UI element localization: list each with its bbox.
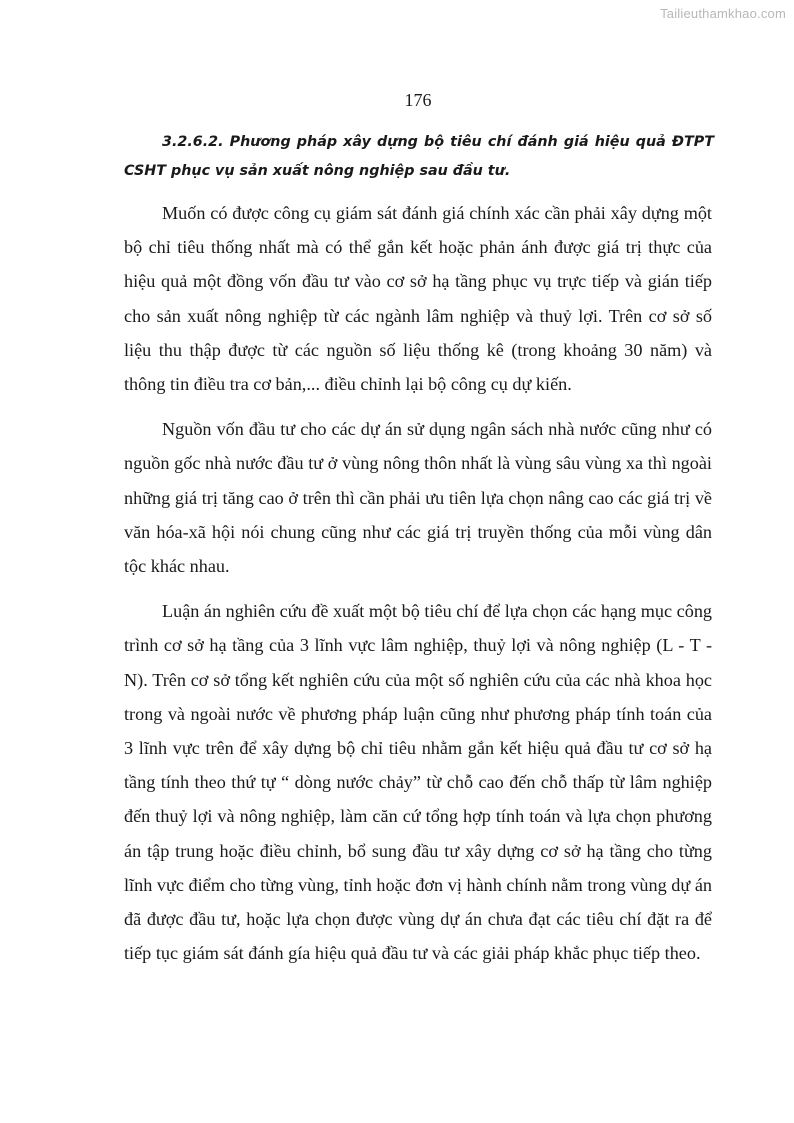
- paragraph-3: Luận án nghiên cứu đề xuất một bộ tiêu chí để lựa chọn các hạng mục công trình cơ sở hạ tầng của 3 lĩnh vực lâm nghiệp, thuỷ lợi và nông nghiệp (L - T - N). Trên cơ sở tổng kết nghiên cứu của một số nghiên cứu của các nhà khoa học trong và ngoài nước về phương pháp luận cũng như phương pháp tính toán của 3 lĩnh vực trên để xây dựng bộ chỉ tiêu nhằm gắn kết hiệu quả đầu tư cơ sở hạ tầng tính theo thứ tự “ dòng nước chảy” từ chỗ cao đến chỗ thấp từ lâm nghiệp đến thuỷ lợi và nông nghiệp, làm căn cứ tổng hợp tính toán và lựa chọn phương án tập trung hoặc điều chỉnh, bổ sung đầu tư xây dựng cơ sở hạ tầng cho từng lĩnh vực điểm cho từng vùng, tỉnh hoặc đơn vị hành chính nằm trong vùng dự án đã được đầu tư, hoặc lựa chọn được vùng dự án chưa đạt các tiêu chí đặt ra để tiếp tục giám sát đánh gía hiệu quả đầu tư và các giải pháp khắc phục tiếp theo.: [124, 601, 713, 964]
- watermark-text: Tailieuthamkhao.com: [660, 6, 786, 21]
- paragraph-2: Nguồn vốn đầu tư cho các dự án sử dụng ngân sách nhà nước cũng như có nguồn gốc nhà nước đầu tư ở vùng nông thôn nhất là vùng sâu vùng xa thì ngoài những giá trị tăng cao ở trên thì cần phải ưu tiên lựa chọn nâng cao các giá trị về văn hóa-xã hội nói chung cũng như các giá trị truyền thống của mỗi vùng dân tộc khác nhau.: [124, 419, 712, 577]
- section-heading: 3.2.6.2. Phương pháp xây dựng bộ tiêu chí đánh giá hiệu quả ĐTPT CSHT phục vụ sản xuất nông nghiệp sau đầu tư.: [124, 134, 714, 179]
- paragraph-1: Muốn có được công cụ giám sát đánh giá chính xác cần phải xây dựng một bộ chỉ tiêu thống nhất mà có thể gắn kết hoặc phản ánh được giá trị thực của hiệu quả một đồng vốn đầu tư vào cơ sở hạ tầng phục vụ trực tiếp và gián tiếp cho sản xuất nông nghiệp từ các ngành lâm nghiệp và thuỷ lợi. Trên cơ sở số liệu thu thập được từ các nguồn số liệu thống kê (trong khoảng 30 năm) và thông tin điều tra cơ bản,... điều chỉnh lại bộ công cụ dự kiến.: [124, 203, 712, 395]
- body-text: [124, 196, 712, 981]
- page-number: 176: [404, 90, 432, 110]
